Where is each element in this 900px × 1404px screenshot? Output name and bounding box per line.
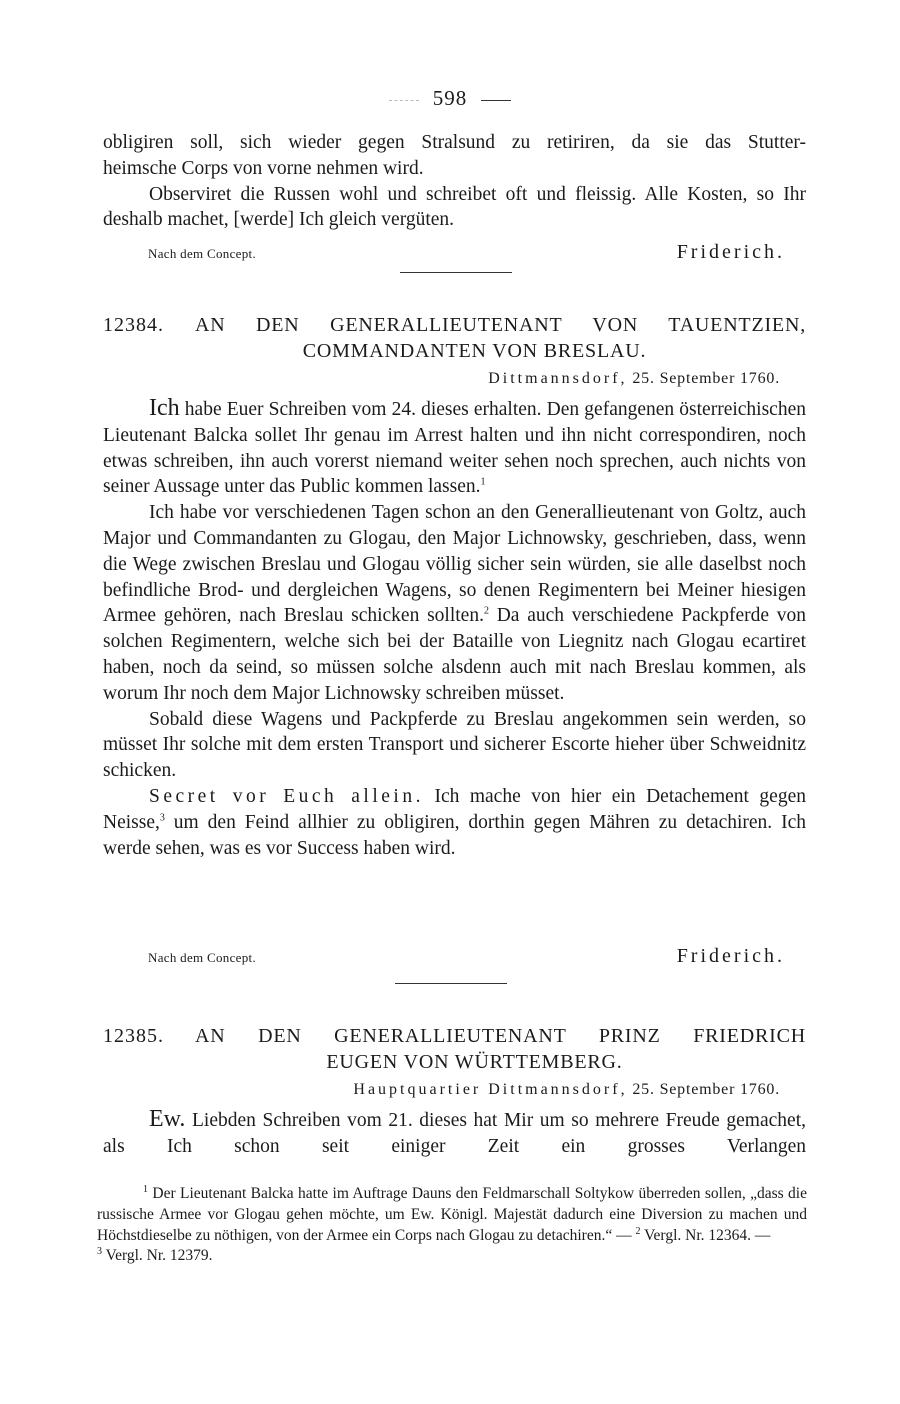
footnote-mark: 2 [635, 1225, 641, 1237]
letter-number: 12384. [103, 314, 164, 336]
heading-line-2: COMMANDANTEN VON BRESLAU. [302, 340, 647, 362]
continuation-line-2: heimsche Corps von vorne nehmen wird. [103, 157, 424, 179]
section-divider [400, 272, 512, 273]
paragraph [103, 784, 806, 861]
dateline [488, 370, 780, 388]
footnote-ref: 3 [159, 812, 165, 824]
footnote [97, 1184, 807, 1246]
dateline [353, 1081, 780, 1099]
paragraph-text: Da auch verschiedene Packpferde von solchen Regimentern, welche sich bei der Bataille von Liegnitz nach Glogau ecartiret haben, noch da seind, so müssen solche alsdenn auch mit nach Breslau kommen, als worum Ihr noch dem Major Lichnowsky schreiben müsset. [103, 605, 807, 704]
signature: Friderich. [676, 945, 785, 967]
paragraph-text: Ich habe vor verschiedenen Tagen schon an den Generallieutenant von Goltz, auch Major und Commandanten zu Glogau, den Major Lichnowsky, geschrieben, dass, wenn die Wege zwischen Breslau und Glogau völlig sicher sein würden, sie alle daselbst noch befindliche Brod- und dergleichen Wagens, so denen Regimentern bei Meiner hiesigen Armee gehören, nach Breslau schicken sollten. [103, 502, 806, 627]
letter-number: 12385. [103, 1025, 164, 1047]
footnote-text: Vergl. Nr. 12364. — [644, 1226, 771, 1244]
paragraph [103, 500, 806, 706]
dateline-place: Dittmannsdorf, [488, 370, 628, 387]
section-divider [395, 983, 507, 984]
footnote-text: Vergl. Nr. 12379. [105, 1247, 213, 1265]
footnotes [97, 1184, 807, 1267]
dateline-place: Hauptquartier Dittmannsdorf, [353, 1081, 628, 1098]
continuation-signature-row [148, 236, 785, 264]
page-number [0, 86, 900, 111]
footnote-text: Der Lieutenant Balcka hatte im Auftrage Dauns den Feldmarschall Soltykow überreden sollen, „dass die russische Armee vor Glogau gehen möchte, um Ew. Königl. Majestät dadurch eine Diversion zu machen und Höchstdieselbe zu nöthigen, von der Armee ein Corps nach Glogau zu detachiren.“ — [97, 1185, 807, 1244]
footnote [97, 1246, 807, 1267]
paragraph [103, 396, 806, 500]
continuation-line-1: obligiren soll, sich wieder gegen Stralsund zu retiriren, da sie das Stutter- [103, 132, 806, 153]
heading-line-1: AN DEN GENERALLIEUTENANT PRINZ FRIEDRICH [195, 1025, 806, 1047]
signature: Friderich. [676, 241, 785, 263]
spaced-emphasis: Secret vor Euch allein. [149, 785, 424, 807]
continuation-text [103, 130, 806, 233]
paragraph-initial: Ich [149, 395, 180, 421]
letter-heading [103, 312, 806, 364]
header-rule-left [389, 100, 419, 101]
paragraph-text: um den Feind allhier zu obligiren, dorthin gegen Mähren zu detachiren. Ich werde sehen, was es vor Success haben wird. [103, 811, 806, 859]
source-note: Nach dem Concept. [148, 246, 256, 261]
source-note: Nach dem Concept. [148, 950, 256, 965]
dateline-date: 25. September 1760. [632, 370, 780, 387]
heading-line-2: EUGEN VON WÜRTTEMBERG. [326, 1051, 623, 1073]
paragraph-initial: Ew. [149, 1106, 186, 1132]
footnote-mark: 1 [143, 1183, 148, 1195]
paragraph-text: Ich mache von hier ein Detachement gegen Neisse, [103, 785, 806, 833]
continuation-paragraph: Observiret die Russen wohl und schreibet oft und fleissig. Alle Kosten, so Ihr deshalb machet, [werde] Ich gleich vergüten. [103, 183, 806, 231]
footnote-ref: 2 [483, 605, 489, 617]
footnote-mark: 3 [97, 1246, 102, 1258]
letter-body [103, 396, 806, 861]
paragraph-text: habe Euer Schreiben vom 24. dieses erhalten. Den gefangenen österreichischen Lieutenant Balcka sollet Ihr genau im Arrest halten und ihn nicht correspondiren, noch etwas schreiben, ihn auch vorerst niemand weiter sehen noch sprechen, auch nichts von seiner Aussage unter das Public kommen lassen. [103, 399, 806, 498]
footnote-ref: 1 [480, 476, 486, 488]
paragraph: Sobald diese Wagens und Packpferde zu Breslau angekommen sein werden, so müsset Ihr solche mit dem ersten Transport und sicherer Escorte hieher über Schweidnitz schicken. [103, 708, 806, 782]
header-rule-right [481, 100, 511, 101]
letter-heading [103, 1023, 806, 1075]
letter-body [103, 1107, 806, 1160]
paragraph-text: Liebden Schreiben vom 21. dieses hat Mir um so mehrere Freude gemachet, als Ich schon seit einiger Zeit ein grosses Verlangen [103, 1110, 806, 1157]
letter-signature-row [148, 940, 785, 968]
page-number-text: 598 [432, 86, 468, 110]
dateline-date: 25. September 1760. [632, 1081, 780, 1098]
paragraph [103, 1107, 806, 1160]
heading-line-1: AN DEN GENERALLIEUTENANT VON TAUENTZIEN, [195, 314, 806, 336]
